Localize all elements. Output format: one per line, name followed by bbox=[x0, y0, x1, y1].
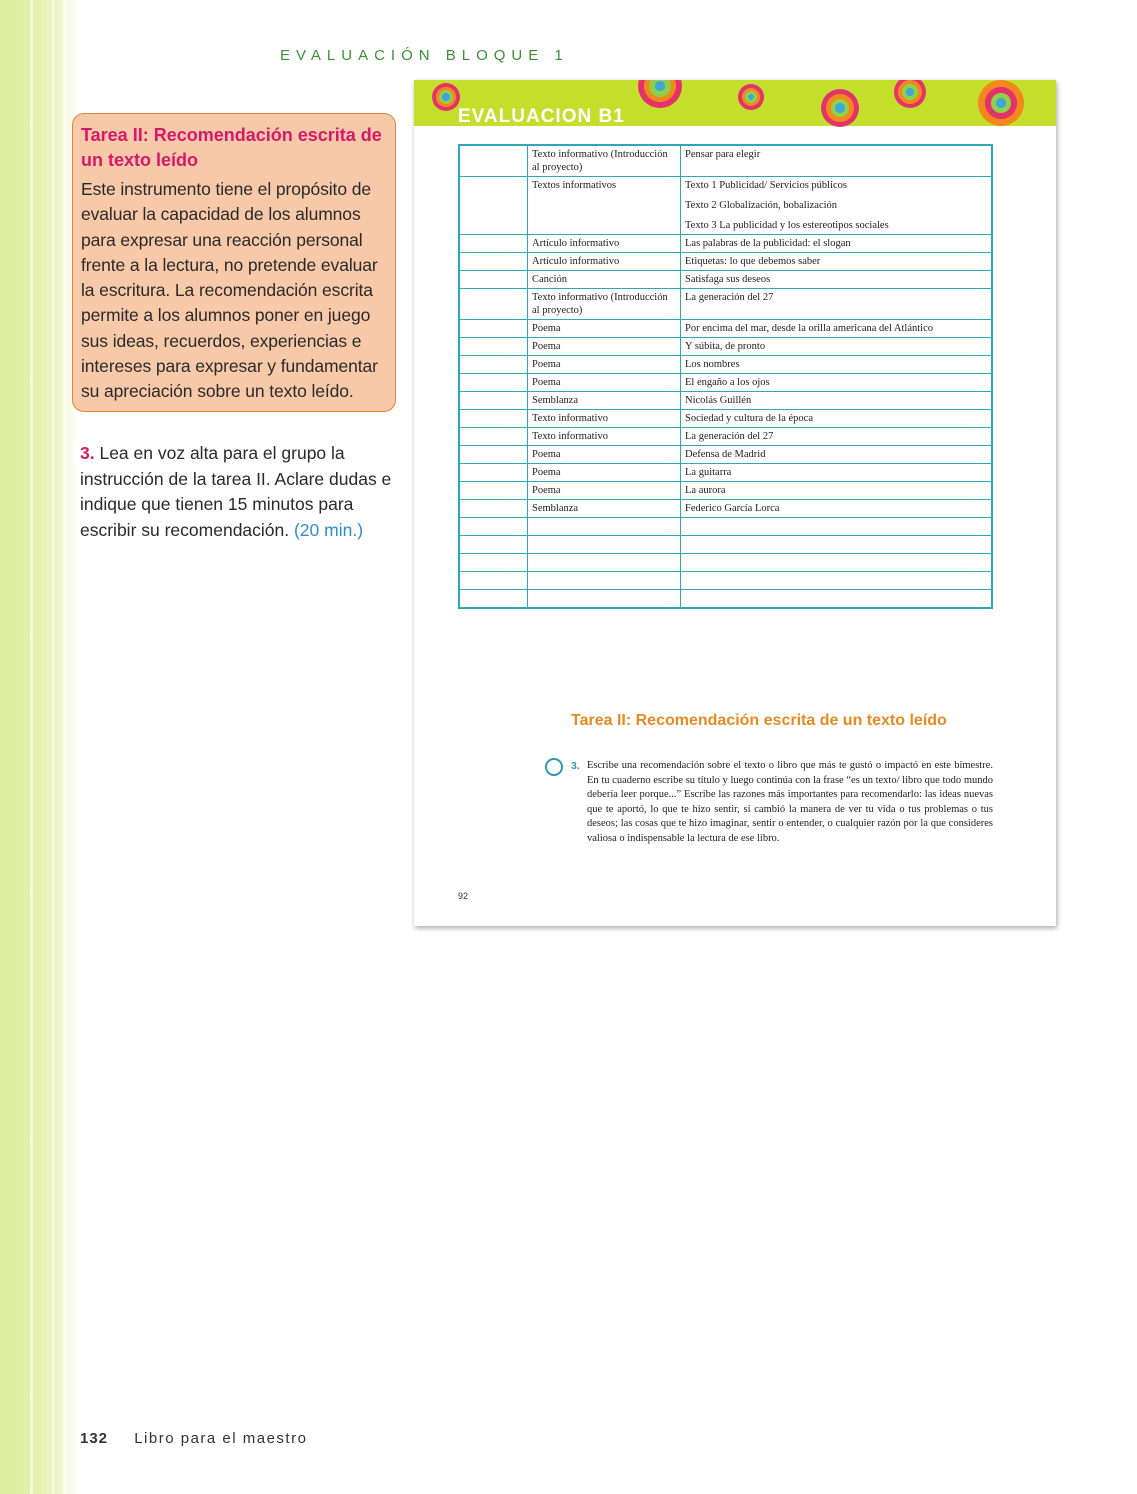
readings-table-body bbox=[459, 145, 992, 608]
stripe-streak bbox=[30, 0, 33, 1494]
empty-table-cell bbox=[681, 590, 993, 609]
table-cell-title bbox=[681, 338, 993, 356]
table-row bbox=[459, 410, 992, 428]
table-row bbox=[459, 271, 992, 289]
table-cell-title bbox=[681, 428, 993, 446]
table-cell-number bbox=[459, 338, 528, 356]
instruction-text: Lea en voz alta para el grupo la instrucción de la tarea II. Aclare dudas e indique que tienen 15 minutos para escribir su recomendación. bbox=[80, 443, 392, 540]
reading-title: Nicolás Guillén bbox=[685, 395, 752, 406]
table-cell-number bbox=[459, 374, 528, 392]
decorative-circle bbox=[821, 89, 859, 127]
embedded-page-number: 92 bbox=[458, 891, 469, 901]
table-row bbox=[459, 177, 992, 235]
table-cell-type: Artículo informativo bbox=[528, 253, 681, 271]
footer-book-title: Libro para el maestro bbox=[134, 1430, 308, 1447]
table-cell-type: Semblanza bbox=[528, 500, 681, 518]
task-number: 3. bbox=[571, 760, 580, 772]
decorative-side-stripe bbox=[0, 0, 78, 1494]
table-cell-number bbox=[459, 177, 528, 235]
table-cell-title bbox=[681, 356, 993, 374]
table-cell-number bbox=[459, 464, 528, 482]
table-cell-number bbox=[459, 356, 528, 374]
table-cell-type: Poema bbox=[528, 464, 681, 482]
stripe-streak bbox=[52, 0, 54, 1494]
reading-title: Federico García Lorca bbox=[685, 503, 780, 514]
table-cell-title bbox=[681, 271, 993, 289]
table-cell-type: Texto informativo bbox=[528, 410, 681, 428]
instruction-number: 3. bbox=[80, 443, 95, 463]
reading-title: Etiquetas: lo que debemos saber bbox=[685, 256, 821, 267]
reading-title: Y súbita, de pronto bbox=[685, 341, 766, 352]
table-cell-title bbox=[681, 464, 993, 482]
table-row bbox=[459, 356, 992, 374]
table-row bbox=[459, 446, 992, 464]
table-cell-type: Poema bbox=[528, 482, 681, 500]
page-footer bbox=[80, 1430, 307, 1447]
task-text: Escribe una recomendación sobre el texto o libro que más te gustó o impactó en este bimestre. En tu cuaderno escribe su título y luego continúa con la frase “es un texto/ libro que todo mundo debería leer porque...” Escribe las razones más importantes para recomendarlo: las ideas nuevas que te aportó, lo que te hizo sentir, si cambió la manera de ver tu vida o tus problemas o tus deseos; las cosas que te hizo imaginar, sentir o entender, o cualquier razón por la que consideres valiosa o indispensable la lectura de ese libro. bbox=[587, 760, 993, 844]
reading-title: Sociedad y cultura de la época bbox=[685, 413, 813, 424]
empty-table-cell bbox=[681, 518, 993, 536]
readings-table bbox=[458, 144, 993, 609]
empty-table-cell bbox=[528, 536, 681, 554]
table-cell-title bbox=[681, 482, 993, 500]
reading-title: La guitarra bbox=[685, 467, 732, 478]
table-cell-number bbox=[459, 500, 528, 518]
table-cell-number bbox=[459, 392, 528, 410]
reading-title: Los nombres bbox=[685, 359, 740, 370]
table-cell-type: Canción bbox=[528, 271, 681, 289]
empty-table-cell bbox=[681, 554, 993, 572]
reading-title: Texto 1 Publicidad/ Servicios públicos bbox=[685, 180, 847, 191]
table-cell-title bbox=[681, 145, 993, 177]
empty-table-cell bbox=[459, 536, 528, 554]
table-row bbox=[459, 289, 992, 320]
table-cell-number bbox=[459, 235, 528, 253]
empty-table-cell bbox=[681, 572, 993, 590]
empty-table-cell bbox=[528, 572, 681, 590]
reading-title: La aurora bbox=[685, 485, 726, 496]
info-box-title: Tarea II: Recomendación escrita de un texto leído bbox=[81, 125, 382, 170]
empty-table-cell bbox=[459, 554, 528, 572]
instruction-paragraph bbox=[80, 441, 395, 543]
task-info-box bbox=[72, 113, 396, 412]
table-row bbox=[459, 374, 992, 392]
table-cell-title bbox=[681, 289, 993, 320]
stripe-streak bbox=[63, 0, 67, 1494]
table-row bbox=[459, 235, 992, 253]
table-cell-title bbox=[681, 446, 993, 464]
empty-table-cell bbox=[459, 572, 528, 590]
table-cell-number bbox=[459, 410, 528, 428]
reading-title: La generación del 27 bbox=[685, 431, 774, 442]
table-cell-title bbox=[681, 500, 993, 518]
footer-page-number: 132 bbox=[80, 1430, 109, 1447]
table-cell-type: Textos informativos bbox=[528, 177, 681, 235]
table-cell-number bbox=[459, 446, 528, 464]
empty-table-cell bbox=[459, 518, 528, 536]
reading-title: Texto 3 La publicidad y los estereotipos sociales bbox=[685, 220, 889, 231]
table-row bbox=[459, 428, 992, 446]
reading-title: Texto 2 Globalización, bobalización bbox=[685, 200, 838, 211]
table-row bbox=[459, 338, 992, 356]
table-cell-type: Poema bbox=[528, 446, 681, 464]
table-cell-type: Poema bbox=[528, 374, 681, 392]
table-cell-type: Texto informativo (Introducción al proyecto) bbox=[528, 289, 681, 320]
embedded-student-page bbox=[414, 80, 1056, 926]
empty-table-row bbox=[459, 536, 992, 554]
table-cell-type: Poema bbox=[528, 356, 681, 374]
table-row bbox=[459, 320, 992, 338]
table-cell-title bbox=[681, 253, 993, 271]
empty-table-cell bbox=[528, 518, 681, 536]
table-cell-type: Poema bbox=[528, 338, 681, 356]
table-row bbox=[459, 253, 992, 271]
table-cell-title bbox=[681, 320, 993, 338]
section-header: EVALUACIÓN BLOQUE 1 bbox=[280, 47, 569, 64]
reading-title: Defensa de Madrid bbox=[685, 449, 766, 460]
table-row bbox=[459, 500, 992, 518]
empty-table-row bbox=[459, 572, 992, 590]
circle-icon bbox=[545, 758, 563, 776]
table-row bbox=[459, 464, 992, 482]
banner-title: EVALUACION B1 bbox=[458, 106, 625, 127]
table-cell-title bbox=[681, 392, 993, 410]
table-cell-number bbox=[459, 253, 528, 271]
table-cell-type: Artículo informativo bbox=[528, 235, 681, 253]
table-cell-title bbox=[681, 410, 993, 428]
table-cell-number bbox=[459, 145, 528, 177]
table-cell-number bbox=[459, 320, 528, 338]
table-row bbox=[459, 482, 992, 500]
table-cell-number bbox=[459, 289, 528, 320]
table-cell-title bbox=[681, 374, 993, 392]
decorative-circle bbox=[978, 80, 1024, 126]
table-row bbox=[459, 145, 992, 177]
table-cell-type: Texto informativo (Introducción al proyecto) bbox=[528, 145, 681, 177]
table-row bbox=[459, 392, 992, 410]
empty-table-cell bbox=[459, 590, 528, 609]
table-cell-number bbox=[459, 271, 528, 289]
reading-title: Satisfaga sus deseos bbox=[685, 274, 771, 285]
empty-table-cell bbox=[681, 536, 993, 554]
reading-title: Las palabras de la publicidad: el slogan bbox=[685, 238, 851, 249]
decorative-circle bbox=[738, 84, 764, 110]
empty-table-cell bbox=[528, 590, 681, 609]
reading-title: El engaño a los ojos bbox=[685, 377, 770, 388]
decorative-circle bbox=[432, 83, 460, 111]
table-cell-title bbox=[681, 235, 993, 253]
instruction-time: (20 min.) bbox=[293, 519, 364, 540]
empty-table-row bbox=[459, 518, 992, 536]
table-cell-title bbox=[681, 177, 993, 235]
empty-table-row bbox=[459, 554, 992, 572]
table-cell-type: Texto informativo bbox=[528, 428, 681, 446]
info-box-body: Este instrumento tiene el propósito de evaluar la capacidad de los alumnos para expresar una reacción personal frente a la lectura, no pretende evaluar la escritura. La recomendación escrita permite a los alumnos poner en juego sus ideas, recuerdos, experiencias e intereses para expresar y fundamentar su apreciación sobre un texto leído. bbox=[81, 179, 378, 402]
empty-table-row bbox=[459, 590, 992, 609]
reading-title: Pensar para elegir bbox=[685, 149, 761, 160]
task-title: Tarea II: Recomendación escrita de un texto leído bbox=[571, 712, 947, 729]
table-cell-type: Poema bbox=[528, 320, 681, 338]
reading-title: Por encima del mar, desde la orilla americana del Atlántico bbox=[685, 323, 933, 334]
empty-table-cell bbox=[528, 554, 681, 572]
reading-title: La generación del 27 bbox=[685, 292, 774, 303]
table-cell-number bbox=[459, 482, 528, 500]
table-cell-type: Semblanza bbox=[528, 392, 681, 410]
table-cell-number bbox=[459, 428, 528, 446]
